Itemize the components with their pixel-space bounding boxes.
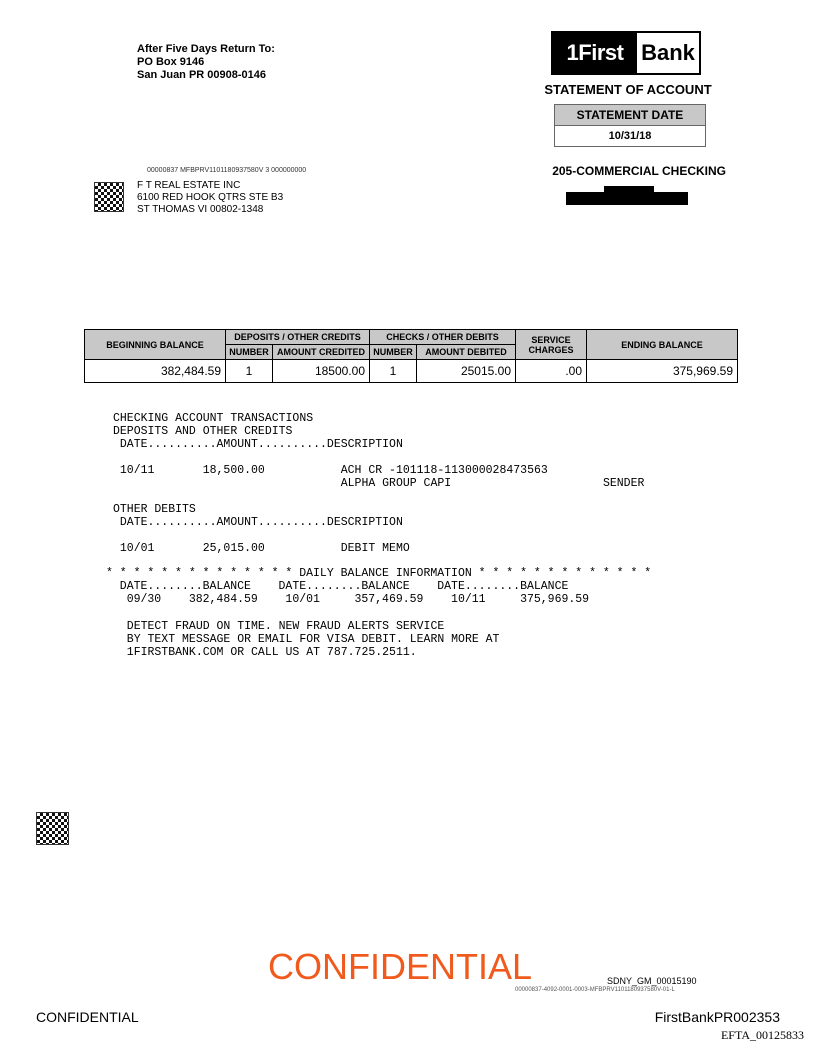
- statement-date-header: STATEMENT DATE: [555, 105, 705, 126]
- debits-block: [113, 503, 403, 529]
- transaction-line: 10/11 18,500.00 ACH CR -101118-113000028473563: [113, 464, 548, 477]
- header-service-charges: SERVICE CHARGES: [516, 330, 587, 360]
- debits-amount: 25015.00: [417, 360, 516, 383]
- column-header: DATE..........AMOUNT..........DESCRIPTION: [113, 438, 403, 451]
- daily-balance-block: [106, 567, 651, 606]
- debits-number: 1: [370, 360, 417, 383]
- header-ending-balance: ENDING BALANCE: [587, 330, 738, 360]
- header-number: NUMBER: [226, 345, 273, 360]
- fraud-notice: [113, 620, 499, 659]
- header-amount-credited: AMOUNT CREDITED: [273, 345, 370, 360]
- customer-address-line: F T REAL ESTATE INC: [137, 180, 241, 191]
- barcode-icon: [36, 812, 69, 845]
- credit-transaction: [113, 464, 644, 490]
- daily-balance-values: 09/30 382,484.59 10/01 357,469.59 10/11 375,969.59: [106, 593, 590, 606]
- beginning-balance: 382,484.59: [85, 360, 226, 383]
- bates-number: FirstBankPR002353: [654, 1009, 780, 1025]
- credits-heading: DEPOSITS AND OTHER CREDITS: [113, 425, 293, 438]
- mail-code: 00000837 MFBPRV1101180937580V 3 000000000: [147, 167, 307, 174]
- daily-balance-heading: * * * * * * * * * * * * * * DAILY BALANCE INFORMATION * * * * * * * * * * * * *: [106, 567, 652, 580]
- sdny-bates: SDNY_GM_00015190: [607, 976, 697, 986]
- account-type: 205-COMMERCIAL CHECKING: [552, 164, 726, 178]
- efta-number: EFTA_00125833: [720, 1028, 804, 1042]
- confidential-stamp: CONFIDENTIAL: [268, 946, 533, 987]
- confidential-label: CONFIDENTIAL: [36, 1009, 139, 1025]
- header-number: NUMBER: [370, 345, 417, 360]
- column-header: DATE..........AMOUNT..........DESCRIPTION: [113, 516, 403, 529]
- deposits-number: 1: [226, 360, 273, 383]
- return-address-line: After Five Days Return To:: [137, 43, 275, 55]
- statement-date: 10/31/18: [608, 130, 652, 142]
- customer-address-line: 6100 RED HOOK QTRS STE B3: [137, 192, 284, 203]
- statement-date-box: [554, 104, 706, 147]
- document-code: 00000837-4092-0001-0003-MFBPRV1101180937580V-01-L: [515, 987, 675, 993]
- header-amount-debited: AMOUNT DEBITED: [417, 345, 516, 360]
- bank-logo: [551, 31, 701, 75]
- header-checks: CHECKS / OTHER DEBITS: [370, 330, 516, 345]
- account-summary-table: [84, 329, 738, 383]
- notice-line: DETECT FRAUD ON TIME. NEW FRAUD ALERTS SERVICE: [113, 620, 445, 633]
- header-beginning-balance: BEGINNING BALANCE: [85, 330, 226, 360]
- daily-balance-header: DATE........BALANCE DATE........BALANCE DATE........BALANCE: [106, 580, 569, 593]
- return-address-line: San Juan PR 00908-0146: [137, 69, 267, 81]
- debit-transaction: 10/01 25,015.00 DEBIT MEMO: [113, 542, 410, 555]
- debits-heading: OTHER DEBITS: [113, 503, 196, 516]
- deposits-amount: 18500.00: [273, 360, 370, 383]
- logo-part-2: Bank: [641, 40, 695, 65]
- statement-title: STATEMENT OF ACCOUNT: [544, 82, 712, 97]
- barcode-icon: [94, 182, 124, 212]
- transactions-heading: CHECKING ACCOUNT TRANSACTIONS: [113, 412, 314, 425]
- redaction-bar: [566, 192, 688, 205]
- return-address: [137, 43, 275, 82]
- service-charges: .00: [516, 360, 587, 383]
- transactions-block: [113, 412, 403, 451]
- transaction-line: ALPHA GROUP CAPI SENDER: [113, 477, 645, 490]
- header-deposits: DEPOSITS / OTHER CREDITS: [226, 330, 370, 345]
- notice-line: 1FIRSTBANK.COM OR CALL US AT 787.725.2511.: [113, 646, 417, 659]
- logo-part-1: 1First: [553, 33, 637, 73]
- customer-address: [137, 180, 283, 216]
- customer-address-line: ST THOMAS VI 00802-1348: [137, 204, 264, 215]
- notice-line: BY TEXT MESSAGE OR EMAIL FOR VISA DEBIT. LEARN MORE AT: [113, 633, 500, 646]
- return-address-line: PO Box 9146: [137, 56, 205, 68]
- ending-balance: 375,969.59: [587, 360, 738, 383]
